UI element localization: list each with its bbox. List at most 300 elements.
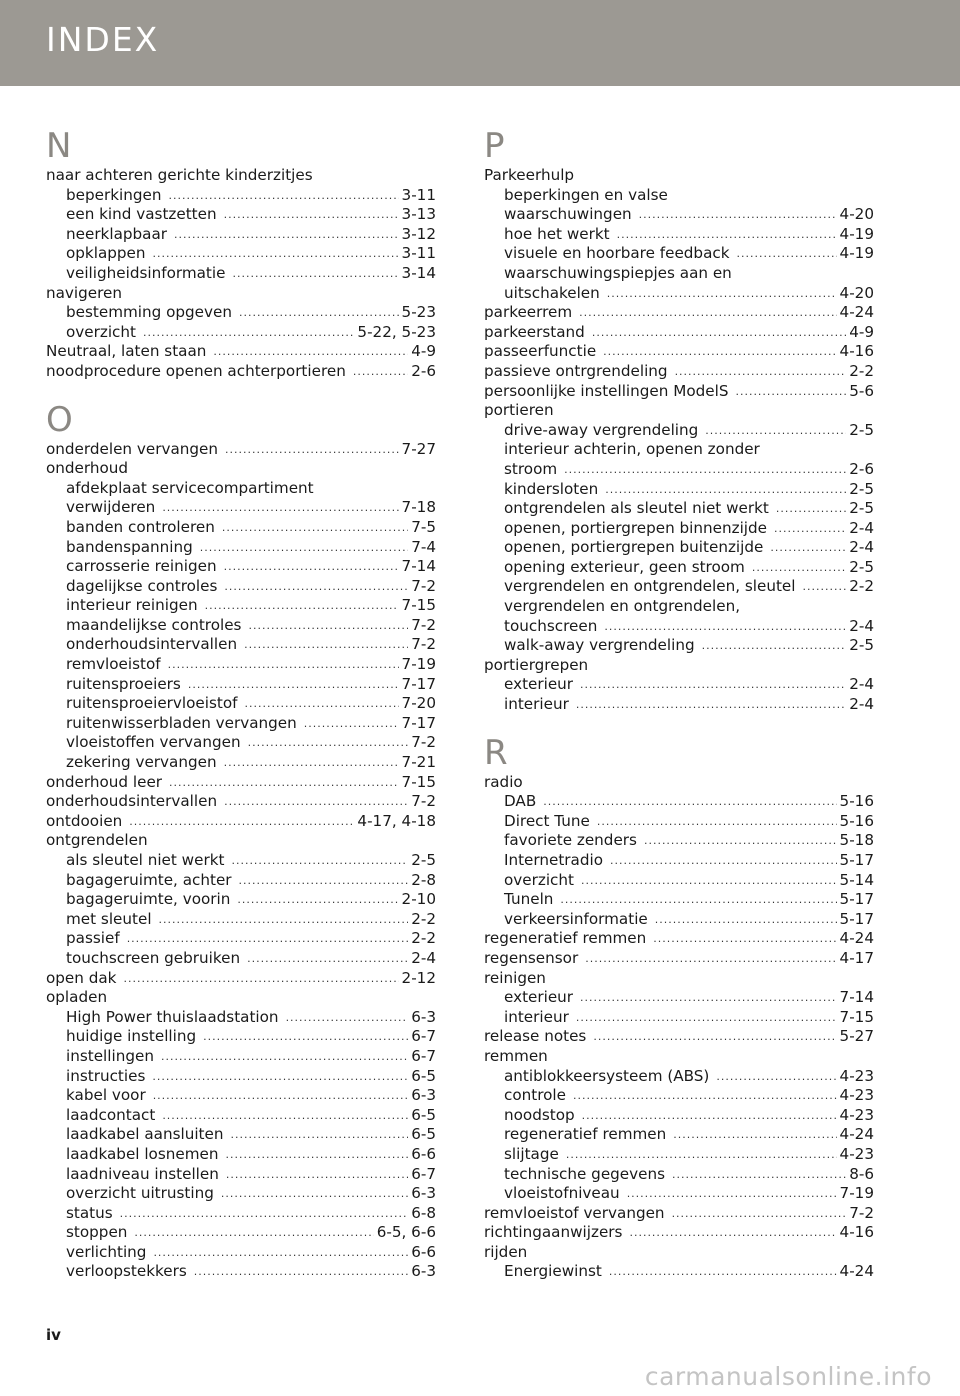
dot-leader — [639, 205, 837, 225]
entry-text: vergrendelen en ontgrendelen, sleutel — [504, 577, 796, 596]
entry-page-ref: 7-4 — [411, 537, 436, 556]
entry-text: ruitensproeiers — [66, 674, 181, 693]
entry-text: High Power thuislaadstation — [66, 1007, 279, 1026]
index-entry — [46, 342, 436, 362]
entry-page-ref: 4-23 — [839, 1066, 874, 1085]
index-entry — [484, 225, 874, 245]
entry-page-ref: 7-14 — [839, 988, 874, 1007]
entry-page-ref: 2-4 — [849, 695, 874, 714]
dot-leader — [286, 1008, 409, 1028]
index-entry — [46, 675, 436, 695]
entry-text: bestemming opgeven — [66, 303, 232, 322]
entry-page-ref: 4-17, 4-18 — [357, 811, 436, 830]
entry-page-ref: 2-5 — [849, 557, 874, 576]
entry-page-ref: 4-20 — [839, 283, 874, 302]
entry-text: regeneratief remmen — [504, 1125, 667, 1144]
entry-text: bagageruimte, voorin — [66, 890, 231, 909]
dot-leader — [203, 1027, 408, 1047]
dot-leader — [580, 988, 836, 1008]
dot-leader — [248, 616, 408, 636]
index-entry — [46, 753, 436, 773]
dot-leader — [224, 792, 408, 812]
index-entry — [46, 949, 436, 969]
index-entry — [484, 440, 874, 460]
index-entry — [46, 890, 436, 910]
index-entry — [484, 205, 874, 225]
entry-text: ontgrendelen als sleutel niet werkt — [504, 499, 769, 518]
entry-text: reinigen — [484, 968, 546, 987]
index-entry — [46, 538, 436, 558]
entry-page-ref: 7-5 — [411, 517, 436, 536]
dot-leader — [592, 323, 846, 343]
entry-text: regensensor — [484, 948, 579, 967]
index-entry — [484, 284, 874, 304]
index-entry — [46, 714, 436, 734]
index-entry — [484, 186, 874, 206]
dot-leader — [610, 851, 837, 871]
entry-page-ref: 4-16 — [839, 1223, 874, 1242]
dot-leader — [231, 851, 408, 871]
dot-leader — [174, 225, 399, 245]
dot-leader — [672, 1165, 846, 1185]
dot-leader — [576, 1008, 837, 1028]
section-letter: N — [46, 126, 72, 166]
dot-leader — [737, 244, 837, 264]
entry-page-ref: 4-19 — [839, 224, 874, 243]
entry-page-ref: 6-7 — [411, 1027, 436, 1046]
dot-leader — [653, 929, 836, 949]
index-entry — [484, 812, 874, 832]
dot-leader — [153, 1086, 409, 1106]
index-entry — [46, 1027, 436, 1047]
dot-leader — [560, 890, 836, 910]
index-section — [484, 126, 874, 715]
index-section — [46, 400, 436, 1283]
dot-leader — [120, 1204, 409, 1224]
entry-text: vloeistoffen vervangen — [66, 733, 241, 752]
entry-text: Internetradio — [504, 851, 604, 869]
index-entry — [484, 558, 874, 578]
index-entry — [46, 1067, 436, 1087]
index-entry — [46, 1106, 436, 1126]
entry-text: exterieur — [504, 988, 574, 1007]
index-entry — [46, 655, 436, 675]
entry-text: als sleutel niet werkt — [66, 851, 225, 869]
dot-leader — [127, 929, 409, 949]
entry-page-ref: 6-3 — [411, 1086, 436, 1105]
entry-text: DAB — [504, 792, 537, 811]
index-entry — [46, 792, 436, 812]
index-entry — [46, 1145, 436, 1165]
entry-page-ref: 5-27 — [839, 1027, 874, 1046]
dot-leader — [607, 284, 837, 304]
dot-leader — [194, 1262, 408, 1282]
entry-page-ref: 3-11 — [401, 244, 436, 263]
entry-page-ref: 4-23 — [839, 1086, 874, 1105]
entry-page-ref: 2-5 — [849, 499, 874, 518]
entry-page-ref: 7-21 — [401, 753, 436, 772]
entry-page-ref: 5-17 — [839, 890, 874, 909]
entry-page-ref: 6-3 — [411, 1007, 436, 1026]
entry-page-ref: 4-24 — [839, 929, 874, 948]
dot-leader — [143, 323, 354, 343]
entry-page-ref: 2-2 — [849, 361, 874, 380]
entry-text: laadcontact — [66, 1105, 156, 1124]
entry-text: banden controleren — [66, 517, 215, 536]
index-entry — [484, 949, 874, 969]
index-column-left — [46, 126, 436, 1282]
entry-page-ref: 7-19 — [401, 655, 436, 674]
entry-page-ref: 2-8 — [411, 870, 436, 889]
entry-page-ref: 5-17 — [839, 851, 874, 869]
entry-page-ref: 4-20 — [839, 205, 874, 224]
entry-page-ref: 3-14 — [401, 263, 436, 282]
entry-page-ref: 2-2 — [411, 909, 436, 928]
entry-page-ref: 2-6 — [849, 459, 874, 478]
entry-page-ref: 7-18 — [401, 498, 436, 517]
dot-leader — [161, 1047, 408, 1067]
entry-page-ref: 6-3 — [411, 1262, 436, 1281]
entry-page-ref: 7-2 — [849, 1203, 874, 1222]
dot-leader — [576, 695, 846, 715]
entry-text: rijden — [484, 1242, 528, 1261]
index-entry — [484, 1145, 874, 1165]
dot-leader — [593, 1027, 836, 1047]
index-entry — [46, 440, 436, 460]
entry-page-ref: 5-18 — [839, 831, 874, 850]
watermark: carmanualsonline.info — [644, 1362, 932, 1391]
dot-leader — [585, 949, 836, 969]
index-entry — [484, 1027, 874, 1047]
entry-text: antiblokkeersysteem (ABS) — [504, 1066, 710, 1085]
entry-text: passief — [66, 929, 120, 948]
entry-text: stoppen — [66, 1223, 128, 1242]
dot-leader — [776, 499, 846, 519]
index-entry — [484, 910, 874, 930]
index-section — [46, 126, 436, 382]
index-entry — [484, 1125, 874, 1145]
entry-page-ref: 6-8 — [411, 1203, 436, 1222]
entry-page-ref: 4-19 — [839, 244, 874, 263]
index-entry — [484, 851, 874, 871]
entry-page-ref: 7-15 — [839, 1007, 874, 1026]
index-entry — [46, 1008, 436, 1028]
entry-page-ref: 2-4 — [849, 675, 874, 694]
index-entry — [484, 1262, 874, 1282]
entry-text: ruitensproeiervloeistof — [66, 694, 238, 713]
entry-text: navigeren — [46, 283, 123, 302]
entry-text: verloopstekkers — [66, 1262, 187, 1281]
entry-page-ref: 2-12 — [401, 968, 436, 987]
index-entry — [46, 323, 436, 343]
dot-leader — [644, 831, 837, 851]
entry-page-ref: 6-5 — [411, 1066, 436, 1085]
entry-text: opladen — [46, 988, 108, 1007]
dot-leader — [564, 460, 846, 480]
entry-text: naar achteren gerichte kinderzitjes — [46, 166, 313, 184]
entry-page-ref: 2-2 — [411, 929, 436, 948]
index-entry — [484, 264, 874, 284]
index-entry — [46, 616, 436, 636]
entry-text: Energiewinst — [504, 1262, 602, 1281]
entry-text: beperkingen — [66, 185, 162, 204]
dot-leader — [168, 186, 398, 206]
index-entry — [46, 303, 436, 323]
entry-page-ref: 7-2 — [411, 576, 436, 595]
entry-text: passieve ontrgrendeling — [484, 361, 668, 380]
index-entry — [46, 831, 436, 851]
entry-text: radio — [484, 772, 523, 791]
entry-text: touchscreen — [504, 616, 598, 635]
entry-text: exterieur — [504, 675, 574, 694]
entry-text: richtingaanwijzers — [484, 1223, 623, 1242]
dot-leader — [672, 1204, 847, 1224]
dot-leader — [673, 1125, 836, 1145]
entry-page-ref: 2-2 — [849, 577, 874, 596]
entry-page-ref: 6-5, 6-6 — [376, 1223, 436, 1242]
entry-page-ref: 5-6 — [849, 381, 874, 400]
entry-text: passeerfunctie — [484, 342, 597, 361]
index-entry — [46, 1047, 436, 1067]
entry-text: onderhoud — [46, 459, 129, 478]
dot-leader — [129, 812, 354, 832]
index-entry — [484, 499, 874, 519]
dot-leader — [153, 1243, 408, 1263]
entry-page-ref: 3-11 — [401, 185, 436, 204]
index-entry — [46, 518, 436, 538]
entry-page-ref: 6-7 — [411, 1164, 436, 1183]
entry-page-ref: 7-2 — [411, 733, 436, 752]
dot-leader — [655, 910, 837, 930]
index-entry — [484, 773, 874, 793]
entry-text: overzicht — [66, 322, 136, 341]
entry-text: portiergrepen — [484, 655, 589, 674]
index-entry — [46, 694, 436, 714]
index-entry — [484, 1223, 874, 1243]
entry-text: neerklapbaar — [66, 224, 168, 243]
entry-text: opening exterieur, geen stroom — [504, 557, 745, 576]
dot-leader — [566, 1145, 837, 1165]
entry-text: touchscreen gebruiken — [66, 948, 241, 967]
entry-text: Tuneln — [504, 890, 554, 909]
dot-leader — [752, 558, 846, 578]
index-column-right — [484, 126, 874, 1282]
entry-page-ref: 2-5 — [849, 479, 874, 498]
entry-text: ruitenwisserbladen vervangen — [66, 713, 297, 732]
dot-leader — [774, 519, 846, 539]
entry-page-ref: 6-7 — [411, 1046, 436, 1065]
dot-leader — [573, 1086, 837, 1106]
entry-page-ref: 7-15 — [401, 772, 436, 791]
dot-leader — [245, 694, 399, 714]
entry-page-ref: 4-9 — [411, 342, 436, 361]
entry-page-ref: 2-10 — [401, 890, 436, 909]
dot-leader — [225, 440, 399, 460]
entry-page-ref: 3-12 — [401, 224, 436, 243]
entry-text: maandelijkse controles — [66, 615, 242, 634]
page-title: INDEX — [46, 20, 160, 59]
entry-text: instructies — [66, 1066, 146, 1085]
entry-page-ref: 2-4 — [849, 518, 874, 537]
entry-text: verlichting — [66, 1242, 147, 1261]
index-entry — [46, 205, 436, 225]
entry-page-ref: 5-16 — [839, 811, 874, 830]
entry-text: Parkeerhulp — [484, 166, 575, 184]
index-entry — [46, 1262, 436, 1282]
entry-text: beperkingen en valse — [504, 185, 668, 204]
entry-text: remmen — [484, 1046, 548, 1065]
entry-page-ref: 7-14 — [401, 557, 436, 576]
entry-text: favoriete zenders — [504, 831, 637, 850]
dot-leader — [770, 538, 846, 558]
entry-page-ref: 4-24 — [839, 1125, 874, 1144]
dot-leader — [604, 617, 846, 637]
index-entry — [484, 480, 874, 500]
index-entry — [484, 1184, 874, 1204]
index-entry — [484, 460, 874, 480]
entry-text: remvloeistof vervangen — [484, 1203, 665, 1222]
entry-text: met sleutel — [66, 909, 152, 928]
entry-page-ref: 6-6 — [411, 1144, 436, 1163]
entry-page-ref: 2-4 — [849, 538, 874, 557]
entry-text: portieren — [484, 401, 554, 420]
entry-text: slijtage — [504, 1144, 559, 1163]
dot-leader — [239, 303, 399, 323]
dot-leader — [226, 1165, 408, 1185]
dot-leader — [627, 1184, 837, 1204]
entry-page-ref: 4-24 — [839, 1262, 874, 1281]
dot-leader — [716, 1067, 836, 1087]
entry-page-ref: 6-3 — [411, 1184, 436, 1203]
entry-text: verkeersinformatie — [504, 909, 648, 928]
index-entry — [46, 459, 436, 479]
dot-leader — [200, 538, 408, 558]
entry-text: openen, portiergrepen binnenzijde — [504, 518, 768, 537]
index-entry — [484, 871, 874, 891]
dot-leader — [629, 1223, 836, 1243]
dot-leader — [605, 480, 846, 500]
dot-leader — [579, 303, 836, 323]
index-entry — [46, 1165, 436, 1185]
index-entry — [484, 890, 874, 910]
entry-page-ref: 5-23 — [401, 303, 436, 322]
dot-leader — [123, 969, 398, 989]
dot-leader — [168, 655, 399, 675]
index-entry — [484, 929, 874, 949]
entry-text: onderhoud leer — [46, 772, 163, 791]
index-entry — [46, 498, 436, 518]
dot-leader — [226, 1145, 409, 1165]
entry-text: ontgrendelen — [46, 831, 148, 850]
index-entry — [46, 1184, 436, 1204]
index-entry — [484, 831, 874, 851]
index-entry — [46, 284, 436, 304]
entry-text: remvloeistof — [66, 655, 161, 674]
entry-page-ref: 6-5 — [411, 1125, 436, 1144]
index-entry — [46, 929, 436, 949]
entry-text: visuele en hoorbare feedback — [504, 244, 730, 263]
dot-leader — [603, 342, 836, 362]
entry-text: laadniveau instellen — [66, 1164, 219, 1183]
index-entry — [46, 264, 436, 284]
dot-leader — [247, 949, 408, 969]
index-entry — [46, 479, 436, 499]
index-entry — [484, 1008, 874, 1028]
entry-text: Direct Tune — [504, 811, 590, 830]
dot-leader — [224, 753, 399, 773]
entry-page-ref: 5-16 — [839, 792, 874, 811]
index-entry — [484, 1086, 874, 1106]
index-entry — [46, 773, 436, 793]
entry-text: overzicht uitrusting — [66, 1184, 214, 1203]
page-header — [0, 0, 960, 86]
index-entry — [484, 1204, 874, 1224]
dot-leader — [224, 577, 408, 597]
dot-leader — [237, 890, 398, 910]
entry-page-ref: 2-5 — [411, 851, 436, 869]
dot-leader — [304, 714, 399, 734]
dot-leader — [162, 498, 398, 518]
entry-text: waarschuwingspiepjes aan en — [504, 263, 732, 282]
dot-leader — [169, 773, 398, 793]
dot-leader — [152, 1067, 408, 1087]
index-entry — [484, 1165, 874, 1185]
entry-page-ref: 4-16 — [839, 342, 874, 361]
entry-text: uitschakelen — [504, 283, 600, 302]
index-entry — [484, 166, 874, 186]
index-section — [484, 733, 874, 1282]
entry-text: een kind vastzetten — [66, 205, 217, 224]
entry-text: afdekplaat servicecompartiment — [66, 478, 314, 497]
index-entry — [484, 656, 874, 676]
index-entry — [484, 342, 874, 362]
index-entry — [484, 323, 874, 343]
entry-text: instellingen — [66, 1046, 154, 1065]
dot-leader — [244, 635, 408, 655]
dot-leader — [224, 557, 399, 577]
entry-page-ref: 7-27 — [401, 439, 436, 458]
index-entry — [46, 577, 436, 597]
entry-page-ref: 3-13 — [401, 205, 436, 224]
index-entry — [46, 244, 436, 264]
entry-text: onderhoudsintervallen — [46, 792, 218, 811]
index-entry — [46, 557, 436, 577]
index-entry — [46, 969, 436, 989]
dot-leader — [248, 733, 409, 753]
entry-text: controle — [504, 1086, 566, 1105]
dot-leader — [162, 1106, 408, 1126]
index-entry — [484, 577, 874, 597]
entry-text: onderhoudsintervallen — [66, 635, 238, 654]
index-entry — [46, 910, 436, 930]
dot-leader — [543, 792, 836, 812]
index-entry — [484, 538, 874, 558]
entry-text: regeneratief remmen — [484, 929, 647, 948]
dot-leader — [239, 871, 409, 891]
index-entry — [484, 1243, 874, 1263]
dot-leader — [609, 1262, 837, 1282]
dot-leader — [617, 225, 837, 245]
entry-text: interieur — [504, 695, 569, 714]
entry-text: hoe het werkt — [504, 224, 610, 243]
index-entry — [484, 244, 874, 264]
dot-leader — [232, 264, 398, 284]
entry-text: vloeistofniveau — [504, 1184, 620, 1203]
entry-page-ref: 6-5 — [411, 1105, 436, 1124]
entry-text: drive-away vergrendeling — [504, 420, 699, 439]
dot-leader — [224, 205, 399, 225]
index-entry — [46, 362, 436, 382]
